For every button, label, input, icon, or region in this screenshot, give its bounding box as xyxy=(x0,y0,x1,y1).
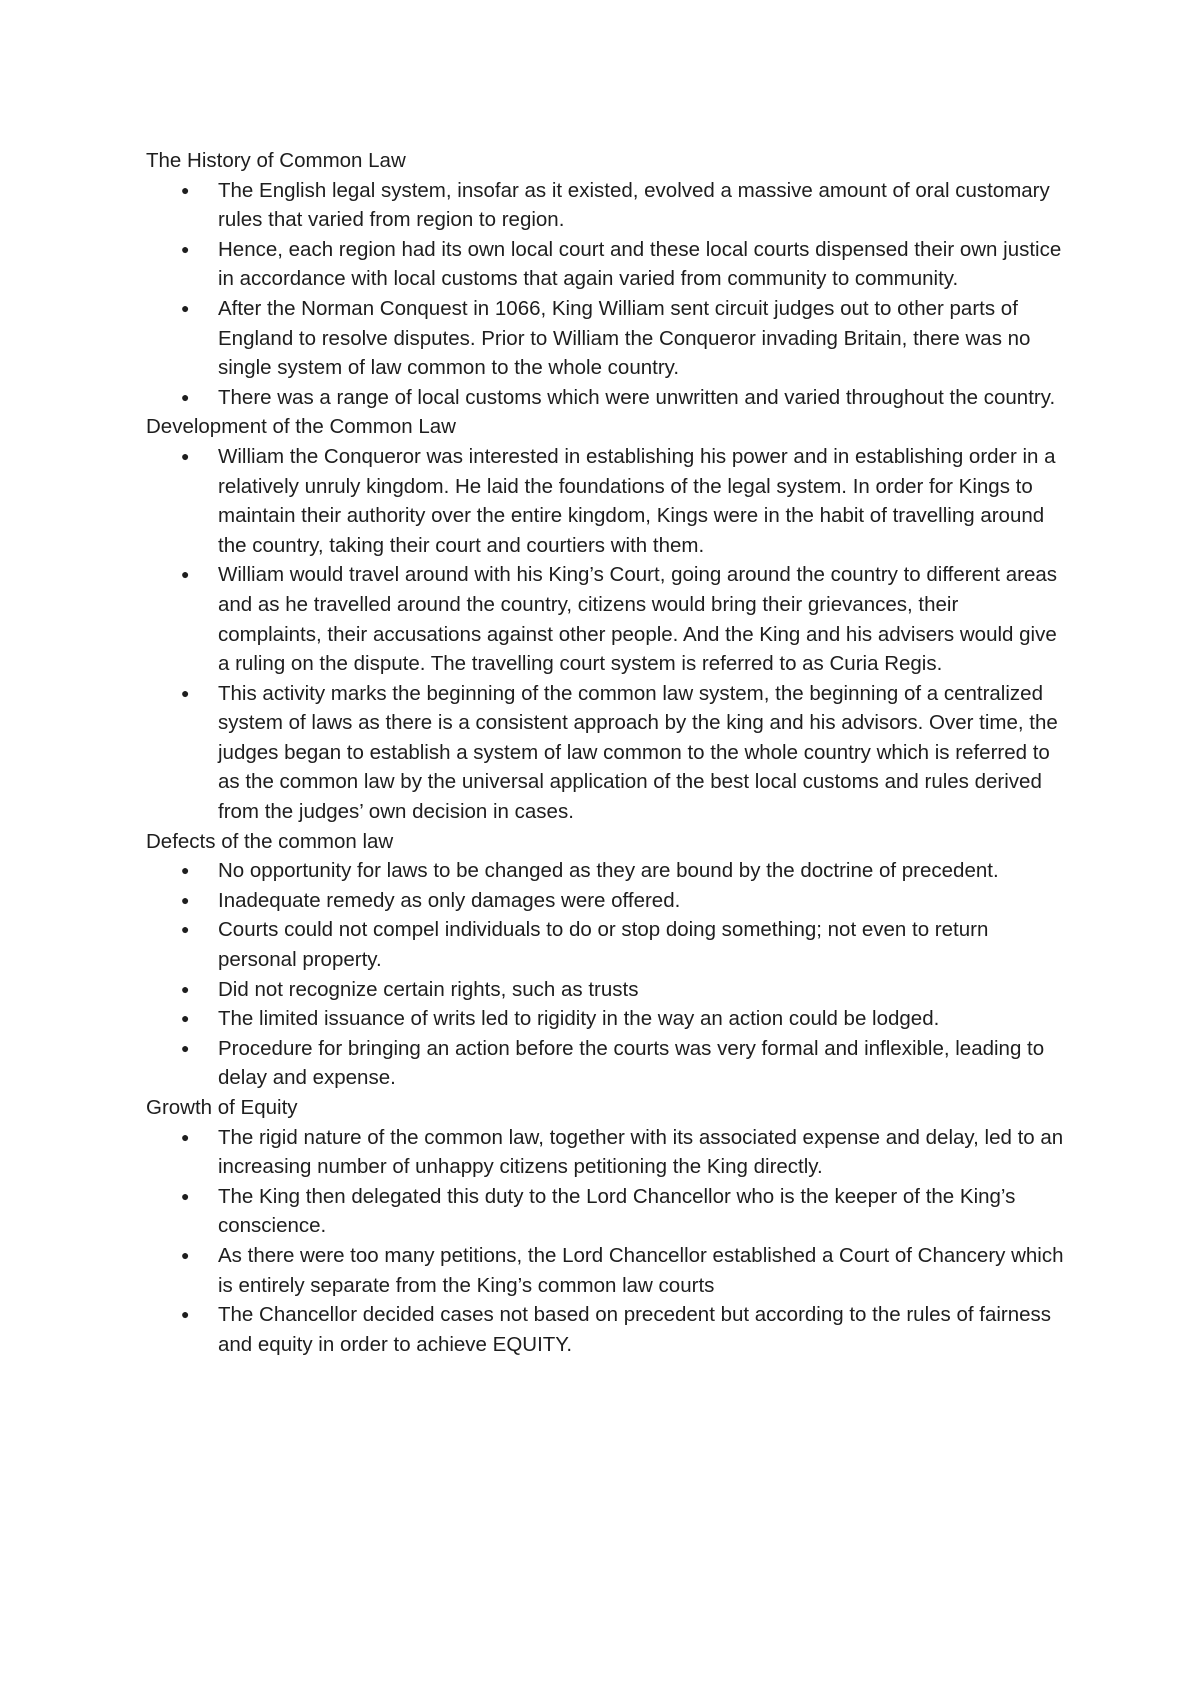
bullet-icon: ● xyxy=(181,980,190,997)
bullet-list xyxy=(146,442,1066,827)
list-item xyxy=(146,679,1066,827)
bullet-icon: ● xyxy=(181,1246,190,1263)
list-item-text: William would travel around with his King’s Court, going around the country to different areas and as he travelled around the country, citizens would bring their grievances, their complaints, their accusations against other people. And the King and his advisers would give a ruling on the dispute. The travelling court system is referred to as Curia Regis. xyxy=(218,563,1058,676)
bullet-icon: ● xyxy=(181,1010,190,1027)
list-item-text: The Chancellor decided cases not based on precedent but according to the rules of fairness and equity in order to achieve EQUITY. xyxy=(218,1303,1052,1356)
list-item xyxy=(146,442,1066,560)
list-item-text: Inadequate remedy as only damages were offered. xyxy=(218,888,681,912)
bullet-icon: ● xyxy=(181,1187,190,1204)
bullet-icon: ● xyxy=(181,684,190,701)
bullet-list xyxy=(146,1123,1066,1360)
list-item-text: This activity marks the beginning of the common law system, the beginning of a centralized system of laws as there is a consistent approach by the king and his advisors. Over time, the judges began to establish a system of law common to the whole country which is referred to as the common law by the universal application of the best local customs and rules derived from the judges’ own decision in cases. xyxy=(218,681,1058,824)
section-defects-of-common-law xyxy=(146,827,1066,1093)
bullet-icon: ● xyxy=(181,447,190,464)
list-item xyxy=(146,383,1066,413)
list-item-text: As there were too many petitions, the Lord Chancellor established a Court of Chancery which is entirely separate from the King’s common law courts xyxy=(218,1243,1064,1297)
list-item xyxy=(146,560,1066,678)
list-item xyxy=(146,1182,1066,1241)
section-history-of-common-law xyxy=(146,146,1066,412)
list-item xyxy=(146,1004,1066,1034)
list-item-text: No opportunity for laws to be changed as they are bound by the doctrine of precedent. xyxy=(218,859,999,883)
list-item-text: The rigid nature of the common law, together with its associated expense and delay, led to an increasing number of unhappy citizens petitioning the King directly. xyxy=(218,1125,1064,1179)
list-item-text: The English legal system, insofar as it existed, evolved a massive amount of oral customary rules that varied from region to region. xyxy=(218,178,1050,232)
list-item xyxy=(146,294,1066,383)
list-item xyxy=(146,886,1066,916)
bullet-list xyxy=(146,176,1066,413)
bullet-icon: ● xyxy=(181,1039,190,1056)
bullet-icon: ● xyxy=(181,921,190,938)
list-item xyxy=(146,235,1066,294)
bullet-icon: ● xyxy=(181,388,190,405)
list-item-text: Courts could not compel individuals to do or stop doing something; not even to return personal property. xyxy=(218,918,989,972)
list-item-text: There was a range of local customs which were unwritten and varied throughout the country. xyxy=(218,385,1056,409)
list-item xyxy=(146,176,1066,235)
section-growth-of-equity xyxy=(146,1093,1066,1359)
section-heading: Growth of Equity xyxy=(146,1096,298,1119)
bullet-icon: ● xyxy=(181,240,190,257)
bullet-icon: ● xyxy=(181,566,190,583)
list-item-text: Did not recognize certain rights, such as trusts xyxy=(218,977,639,1001)
list-item xyxy=(146,1034,1066,1093)
list-item xyxy=(146,1123,1066,1182)
bullet-icon: ● xyxy=(181,1128,190,1145)
list-item-text: The limited issuance of writs led to rigidity in the way an action could be lodged. xyxy=(218,1007,940,1031)
list-item xyxy=(146,1241,1066,1300)
document-body xyxy=(146,146,1066,1359)
section-heading: Defects of the common law xyxy=(146,829,394,853)
list-item-text: The King then delegated this duty to the Lord Chancellor who is the keeper of the King’s conscience. xyxy=(218,1184,1016,1238)
section-heading: The History of Common Law xyxy=(146,149,406,172)
list-item-text: William the Conqueror was interested in establishing his power and in establishing order in a relatively unruly kingdom. He laid the foundations of the legal system. In order for Kings to maintain their authority over the entire kingdom, Kings were in the habit of travelling around the country, taking their court and courtiers with them. xyxy=(218,444,1056,557)
bullet-list xyxy=(146,856,1066,1093)
list-item-text: Hence, each region had its own local court and these local courts dispensed their own justice in accordance with local customs that again varied from community to community. xyxy=(218,237,1062,291)
bullet-icon: ● xyxy=(181,891,190,908)
bullet-icon: ● xyxy=(181,181,190,198)
list-item xyxy=(146,915,1066,974)
list-item-text: After the Norman Conquest in 1066, King William sent circuit judges out to other parts of England to resolve disputes. Prior to William the Conqueror invading Britain, there was no single system of law common to the whole country. xyxy=(218,296,1031,380)
list-item-text: Procedure for bringing an action before the courts was very formal and inflexible, leading to delay and expense. xyxy=(218,1036,1045,1090)
bullet-icon: ● xyxy=(181,862,190,879)
section-development-of-common-law xyxy=(146,412,1066,826)
list-item xyxy=(146,1300,1066,1359)
bullet-icon: ● xyxy=(181,1306,190,1323)
list-item xyxy=(146,975,1066,1005)
section-heading: Development of the Common Law xyxy=(146,415,456,439)
list-item xyxy=(146,856,1066,886)
bullet-icon: ● xyxy=(181,299,190,316)
